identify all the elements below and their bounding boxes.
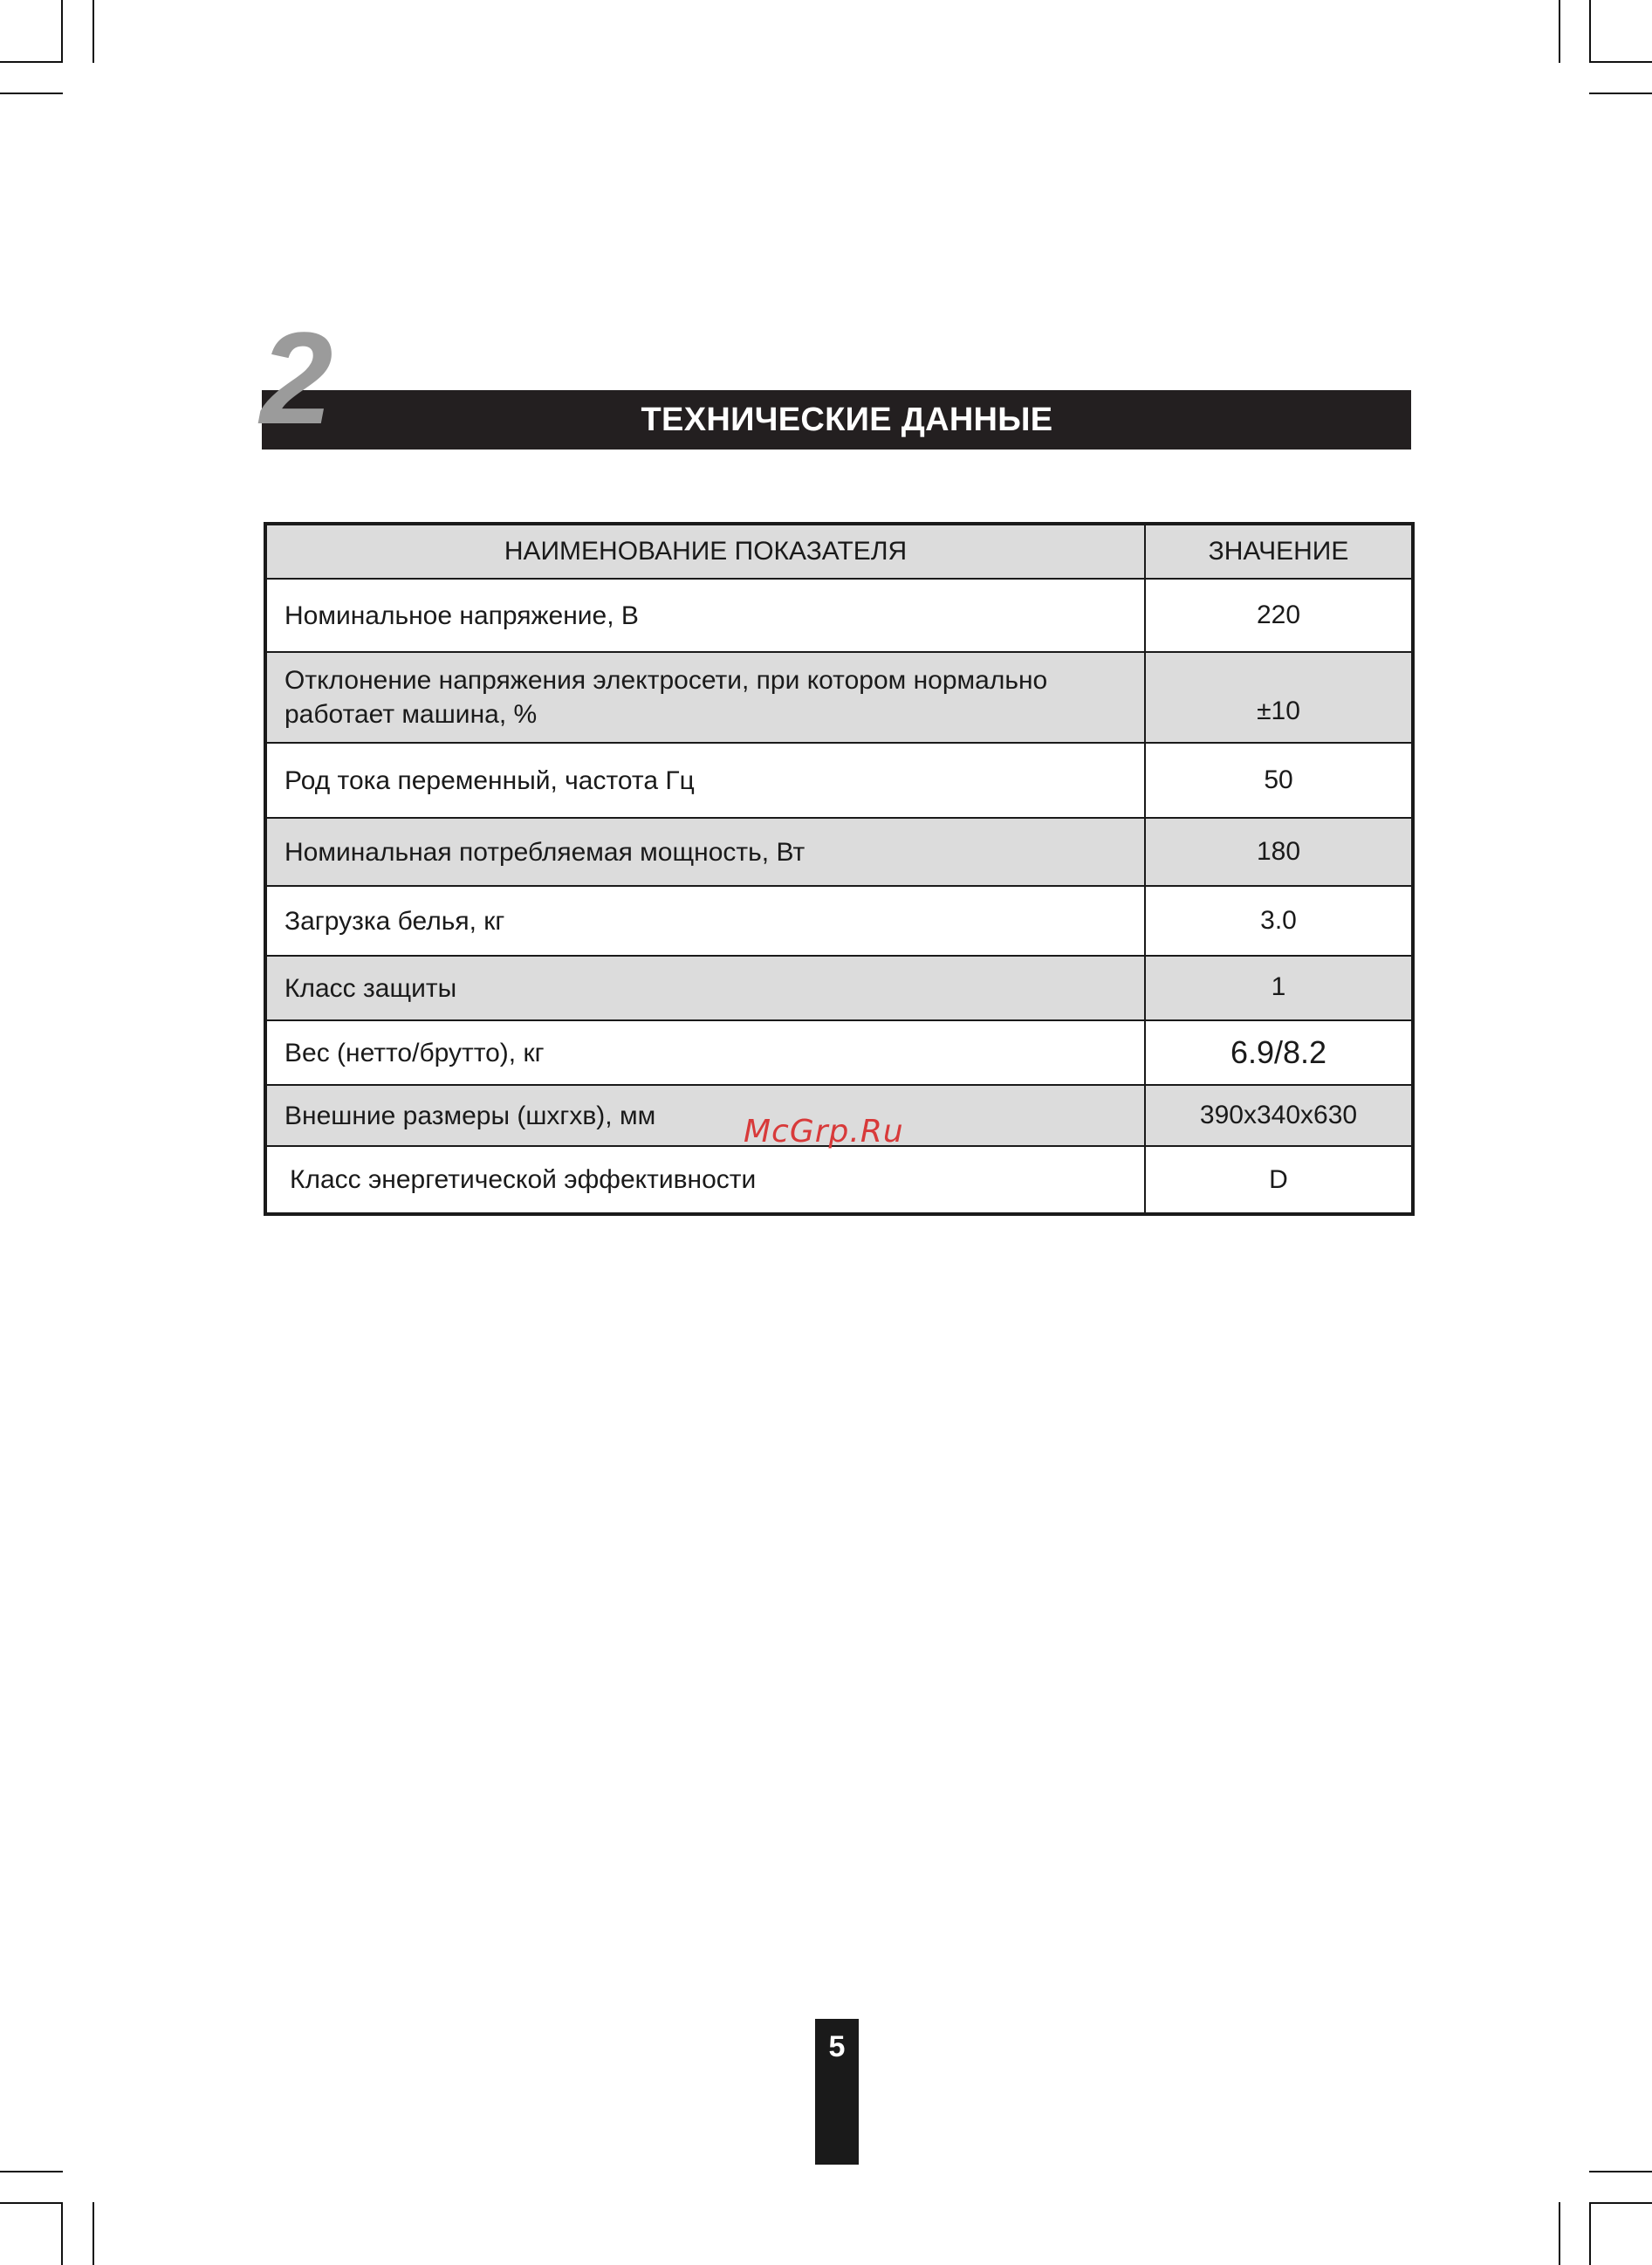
table-row: [265, 579, 1413, 652]
table-row: [265, 1020, 1413, 1085]
crop-mark: [61, 2202, 63, 2265]
crop-mark: [1589, 2202, 1652, 2204]
page-number: 5: [828, 2030, 846, 2063]
row-name: Номинальная потребляемая мощность, Вт: [265, 818, 1145, 886]
row-name: Внешние размеры (шхгхв), мм: [265, 1085, 1145, 1146]
crop-mark: [0, 61, 63, 63]
table-row: [265, 886, 1413, 956]
row-value: 3.0: [1145, 886, 1413, 956]
row-value: 6.9/8.2: [1145, 1020, 1413, 1085]
row-name: Отклонение напряжения электросети, при котором нормально работает машина, %: [265, 652, 1145, 743]
row-value: 390x340x630: [1145, 1085, 1413, 1146]
table-row: [265, 652, 1413, 743]
section-title: ТЕХНИЧЕСКИЕ ДАННЫЕ: [641, 402, 1053, 438]
row-value: ±10: [1145, 652, 1413, 743]
crop-mark: [1559, 0, 1560, 63]
crop-mark: [1589, 93, 1652, 94]
row-name: Род тока переменный, частота Гц: [265, 743, 1145, 818]
row-name: Загрузка белья, кг: [265, 886, 1145, 956]
row-value: 50: [1145, 743, 1413, 818]
crop-mark: [0, 2202, 63, 2204]
table-header-row: [265, 524, 1413, 579]
table-row: [265, 1146, 1413, 1214]
crop-mark: [1589, 2171, 1652, 2172]
spec-table: [264, 522, 1415, 1216]
watermark: McGrp.Ru: [744, 1114, 904, 1150]
row-value: 180: [1145, 818, 1413, 886]
row-value: 1: [1145, 956, 1413, 1020]
table-row: [265, 956, 1413, 1020]
crop-mark: [1589, 2202, 1591, 2265]
row-name: Вес (нетто/брутто), кг: [265, 1020, 1145, 1085]
crop-mark: [1589, 61, 1652, 63]
row-value: 220: [1145, 579, 1413, 652]
crop-mark: [61, 0, 63, 63]
crop-mark: [93, 2202, 94, 2265]
row-name: Класс энергетической эффективности: [265, 1146, 1145, 1214]
row-name: Номинальное напряжение, В: [265, 579, 1145, 652]
header-value: ЗНАЧЕНИЕ: [1145, 524, 1413, 579]
crop-mark: [1589, 0, 1591, 63]
table-row: [265, 743, 1413, 818]
table-row: [265, 818, 1413, 886]
row-value: D: [1145, 1146, 1413, 1214]
header-parameter-name: НАИМЕНОВАНИЕ ПОКАЗАТЕЛЯ: [265, 524, 1145, 579]
crop-mark: [1559, 2202, 1560, 2265]
crop-mark: [0, 2171, 63, 2172]
crop-mark: [93, 0, 94, 63]
row-name: Класс защиты: [265, 956, 1145, 1020]
crop-mark: [0, 93, 63, 94]
section-number: 2: [260, 305, 333, 451]
